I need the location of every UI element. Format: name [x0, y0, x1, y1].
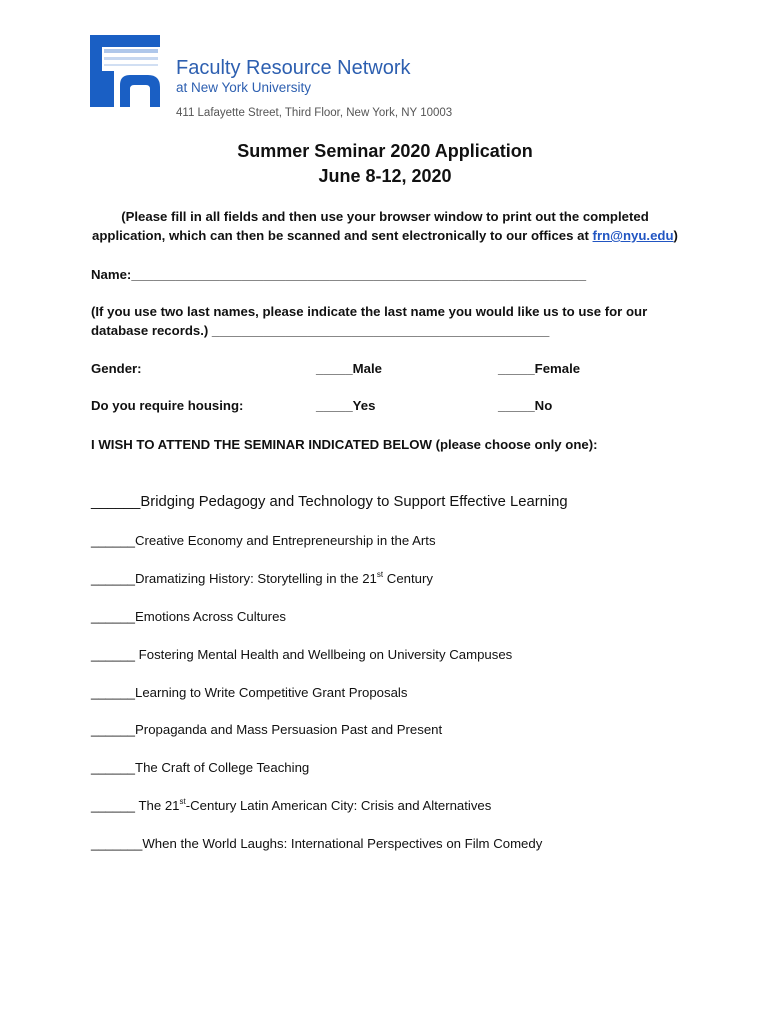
seminar-title: When the World Laughs: International Perspectives on Film Comedy [142, 836, 543, 851]
seminar-blank[interactable]: ______ [91, 760, 136, 775]
seminar-dates: June 8-12, 2020 [318, 166, 452, 186]
instructions-line-2 [0, 228, 770, 243]
last-name-instruction: (If you use two last names, please indicate the last name you would like us to use for our [91, 304, 648, 319]
housing-no-option[interactable]: _____No [498, 398, 553, 413]
name-field-row[interactable] [91, 267, 586, 282]
seminar-blank[interactable]: ______ [91, 571, 136, 586]
seminar-title: The Craft of College Teaching [135, 760, 310, 775]
seminar-title-end: -Century Latin American City: Crisis and Alternatives [185, 798, 492, 813]
seminar-blank[interactable]: ______ [91, 609, 136, 624]
seminar-option-10[interactable] [91, 836, 542, 851]
name-label: Name: [91, 267, 132, 282]
seminar-option-1[interactable] [91, 494, 568, 510]
instructions-line-2-text: application, which can then be scanned and sent electronically to our offices at [92, 228, 593, 243]
seminar-option-5[interactable] [91, 647, 512, 662]
seminar-title: Creative Economy and Entrepreneurship in the Arts [135, 533, 436, 548]
seminar-title: Emotions Across Cultures [135, 609, 286, 624]
gender-male-option[interactable]: _____Male [316, 361, 382, 376]
seminar-option-9[interactable] [91, 798, 491, 813]
name-blank[interactable]: ______________________________________________________________ [131, 267, 587, 282]
seminar-title-superscript: st [376, 570, 384, 579]
seminar-blank[interactable]: ______ [91, 533, 136, 548]
seminar-blank[interactable]: ______ [91, 722, 136, 737]
instructions-line-1: (Please fill in all fields and then use your browser window to print out the completed [121, 209, 649, 224]
org-name: Faculty Resource Network [176, 57, 411, 79]
gender-female-option[interactable]: _____Female [498, 361, 581, 376]
seminar-option-8[interactable] [91, 760, 309, 775]
seminar-title: Fostering Mental Health and Wellbeing on University Campuses [135, 647, 513, 662]
seminar-title: Learning to Write Competitive Grant Proposals [135, 685, 408, 700]
seminar-option-4[interactable] [91, 609, 286, 624]
seminar-title-end: Century [383, 571, 433, 586]
housing-label: Do you require housing: [91, 398, 244, 413]
seminar-blank[interactable]: ______ [91, 494, 141, 510]
seminar-blank[interactable]: ______ [91, 798, 136, 813]
instructions-line-2-close: ) [673, 228, 678, 243]
last-name-field[interactable]: database records.) ______________________________________________ [91, 323, 550, 338]
seminar-title: Bridging Pedagogy and Technology to Support Effective Learning [140, 494, 568, 510]
org-subtitle: at New York University [176, 80, 312, 95]
seminar-title: Dramatizing History: Storytelling in the 21 [135, 571, 377, 586]
seminar-blank[interactable]: _______ [91, 836, 143, 851]
org-address: 411 Lafayette Street, Third Floor, New York, NY 10003 [176, 107, 453, 119]
seminar-option-6[interactable] [91, 685, 407, 700]
seminar-choice-heading: I WISH TO ATTEND THE SEMINAR INDICATED BELOW (please choose only one): [91, 437, 598, 452]
seminar-title-superscript: st [179, 797, 186, 806]
gender-label: Gender: [91, 361, 142, 376]
faculty-resource-network-logo-icon [90, 35, 160, 107]
seminar-title: The 21 [135, 798, 180, 813]
seminar-option-2[interactable] [91, 533, 436, 548]
email-link[interactable]: frn@nyu.edu [592, 228, 674, 243]
seminar-blank[interactable]: ______ [91, 685, 136, 700]
page-title: Summer Seminar 2020 Application [237, 141, 533, 161]
seminar-blank[interactable]: ______ [91, 647, 136, 662]
seminar-title: Propaganda and Mass Persuasion Past and Present [135, 722, 443, 737]
seminar-option-7[interactable] [91, 722, 442, 737]
seminar-option-3[interactable] [91, 571, 433, 586]
housing-yes-option[interactable]: _____Yes [316, 398, 376, 413]
